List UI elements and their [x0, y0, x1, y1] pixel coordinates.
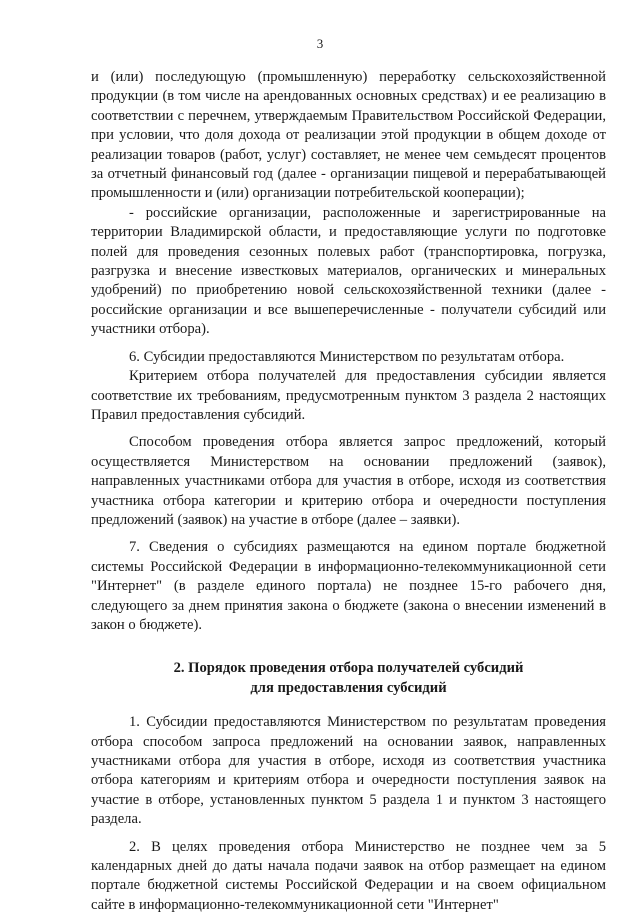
paragraph-item-6: 6. Субсидии предоставляются Министерством по результатам отбора.: [129, 348, 565, 365]
paragraph-russian-organizations: - российские организации, расположенные и зарегистрированные на территории Владимирской области, и предоставляющие услуги по подготовке полей для проведения сезонных полевых работ (транспортировка, погрузка, разгрузка и внесение известковых материалов, органических и минеральных удобрений) по приобретению новой сельскохозяйственной техники (далее - российские организации и все вышеперечисленные - получатели субсидий или участники отбора).: [91, 204, 606, 338]
paragraph-section2-item-2: 2. В целях проведения отбора Министерство не позднее чем за 5 календарных дней до даты начала подачи заявок на отбор размещает на едином портале бюджетной системы Российской Федерации и на своем официальном сайте в информационно-телекоммуникационной сети "Интернет": [91, 838, 606, 913]
section-heading-line-2: для предоставления субсидий: [250, 679, 447, 696]
document-body: [91, 68, 606, 915]
page-number: 3: [316, 36, 324, 51]
paragraph-item-7: 7. Сведения о субсидиях размещаются на едином портале бюджетной системы Российской Федерации в информационно-телекоммуникационной сети "Интернет" (в разделе единого портала) не позднее 15-го рабочего дня, следующего за днем принятия закона о бюджете (закона о внесении изменений в закон о бюджете).: [91, 539, 606, 633]
paragraph-section2-item-1: 1. Субсидии предоставляются Министерством по результатам проведения отбора способом запроса предложений на основании заявок, направленных участниками отбора для участия в отборе, исходя из соответствия участника отбора категориям и критериям отбора и очередности поступления заявок на участие в отборе, установленных пунктом 5 раздела 1 и пунктом 3 настоящего раздела.: [91, 714, 606, 828]
paragraph-selection-criterion: Критерием отбора получателей для предоставления субсидии является соответствие их требованиям, предусмотренным пунктом 3 раздела 2 настоящих Правил предоставления субсидий.: [91, 368, 606, 423]
paragraph-continuation: и (или) последующую (промышленную) переработку сельскохозяйственной продукции (в том числе на арендованных основных средствах) и ее реализацию в соответствии с перечнем, утверждаемым Правительством Российской Федерации, при условии, что доля дохода от реализации этой продукции в общем доходе от реализации товаров (работ, услуг) составляет, не менее чем семьдесят процентов за отчетный финансовый год (далее - организации пищевой и перерабатывающей промышленности и (или) организации потребительской кооперации);: [91, 69, 606, 202]
section-heading-line-1: 2. Порядок проведения отбора получателей субсидий: [173, 660, 524, 677]
section-heading: [91, 659, 606, 698]
paragraph-selection-method: Способом проведения отбора является запрос предложений, который осуществляется Министерством на основании предложений (заявок), направленных участниками отбора для участия в отборе, исходя из соответствия участника отбора категории и критерию отбора и очередности поступления предложений (заявок) на участие в отборе (далее – заявки).: [91, 434, 606, 528]
